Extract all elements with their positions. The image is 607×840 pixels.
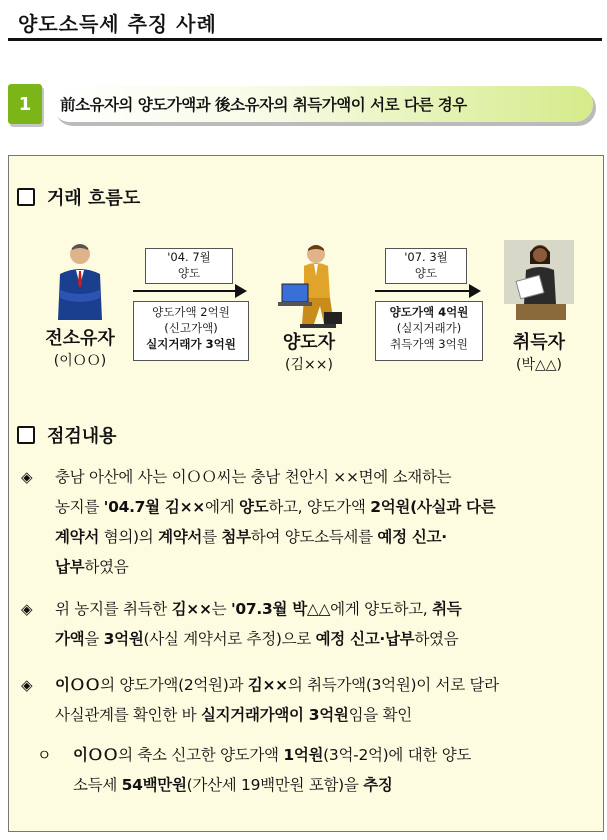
- inspection-item-3: [17, 670, 601, 730]
- businesswoman-icon: [504, 240, 574, 320]
- text-fragment: 하여 양도소득세를: [250, 528, 378, 546]
- text-fragment: 위 농지를 취득한: [55, 600, 172, 618]
- transfer2-date: '07. 3월: [404, 250, 448, 264]
- text-fragment: 첨부: [221, 528, 251, 546]
- diamond-bullet-icon: ◈: [21, 468, 33, 486]
- text-fragment: (3억-2억)에 대한 양도: [323, 746, 472, 764]
- text-fragment: '07.3월 박△△: [230, 600, 331, 618]
- text-fragment: 계약서: [158, 528, 203, 546]
- diamond-bullet-icon: ◈: [21, 600, 33, 618]
- item-line: [73, 770, 601, 800]
- item-line: [55, 492, 601, 522]
- transfer1-note: (신고가액): [164, 321, 218, 335]
- person-role: 양도자: [282, 332, 336, 353]
- circle-bullet-icon: ㅇ: [37, 746, 52, 764]
- text-fragment: 혐의)의: [99, 528, 159, 546]
- section-banner: [8, 84, 588, 128]
- checkbox-icon: [17, 426, 35, 444]
- item-line: [55, 670, 601, 700]
- text-fragment: (사실 계약서로 추정)으로: [143, 630, 316, 648]
- text-fragment: 의 양도가액(2억원)과: [100, 676, 248, 694]
- person-name: (박△△): [516, 357, 562, 373]
- text-fragment: 납부: [55, 558, 85, 576]
- inspection-heading: [17, 422, 117, 448]
- text-fragment: 에게: [204, 498, 239, 516]
- text-fragment: 하였음: [414, 630, 459, 648]
- text-fragment: 에게 양도하고,: [330, 600, 433, 618]
- text-fragment: 의 취득가액(3억원)이 서로 달라: [287, 676, 499, 694]
- person-acquirer: [493, 240, 585, 374]
- person-name: (김××): [285, 357, 333, 373]
- transfer1-date-box: [145, 248, 233, 284]
- transfer1-detail-box: [133, 301, 249, 361]
- person-role: 전소유자: [45, 328, 115, 349]
- text-fragment: 예정 신고·: [377, 528, 447, 546]
- transfer1-actual: 실지거래가 3억원: [146, 337, 236, 351]
- text-fragment: 1억원: [283, 746, 324, 764]
- section-number: 1: [8, 84, 42, 124]
- laptop-businessman-icon: [274, 240, 344, 332]
- text-fragment: 김××: [247, 676, 288, 694]
- text-fragment: 사실관계를 확인한 바: [55, 706, 201, 724]
- text-fragment: 임을 확인: [348, 706, 412, 724]
- transfer2-detail-box: [375, 301, 483, 361]
- checkbox-icon: [17, 188, 35, 206]
- diamond-bullet-icon: ◈: [21, 676, 33, 694]
- transfer2-label: 양도: [414, 266, 438, 280]
- text-fragment: 의 축소 신고한 양도가액: [118, 746, 284, 764]
- inspection-item-2: [17, 594, 601, 654]
- text-fragment: 이ＯＯ: [73, 746, 119, 764]
- text-fragment: 양도: [238, 498, 269, 516]
- text-fragment: 취득: [432, 600, 462, 618]
- person-transferor: [259, 240, 359, 374]
- text-fragment: 하였음: [84, 558, 129, 576]
- text-fragment: 을: [84, 630, 104, 648]
- transfer2-note: (실지거래가): [396, 321, 462, 335]
- flow-heading: [17, 184, 140, 210]
- flow-heading-text: 거래 흐름도: [47, 188, 141, 209]
- page-title: 양도소득세 추징 사례: [18, 12, 217, 36]
- transfer2-acq: 취득가액 3억원: [390, 337, 468, 351]
- transfer2-arrow: [375, 290, 479, 292]
- text-fragment: (가산세 19백만원 포함)을: [186, 776, 364, 794]
- inspection-item-1: [17, 462, 601, 582]
- text-fragment: 농지를: [55, 498, 104, 516]
- transfer1-label: 양도: [177, 266, 201, 280]
- item-line: 충남 아산에 사는 이ＯＯ씨는 충남 천안시 ××면에 소재하는: [55, 468, 452, 486]
- text-fragment: 추징: [363, 776, 393, 794]
- text-fragment: 예정 신고·납부: [315, 630, 415, 648]
- content-panel: [8, 155, 604, 832]
- text-fragment: 54백만원: [121, 776, 187, 794]
- inspection-subitem: [17, 740, 601, 800]
- transfer1-price: 양도가액 2억원: [152, 305, 230, 319]
- transfer2-price: 양도가액 4억원: [389, 305, 469, 319]
- item-line: [55, 624, 601, 654]
- item-line: [55, 594, 601, 624]
- text-fragment: 소득세: [73, 776, 122, 794]
- person-previous-owner: [35, 240, 125, 370]
- transfer2-date-box: [385, 248, 467, 284]
- text-fragment: 를: [202, 528, 222, 546]
- section-heading-text: 前소유자의 양도가액과 後소유자의 취득가액이 서로 다른 경우: [60, 96, 467, 114]
- transfer1-arrow: [133, 290, 245, 292]
- person-name: (이ＯＯ): [53, 353, 107, 369]
- text-fragment: 실지거래가액이 3억원: [200, 706, 349, 724]
- inspection-heading-text: 점검내용: [47, 426, 117, 447]
- text-fragment: 3억원: [103, 630, 144, 648]
- item-line: [55, 522, 601, 552]
- item-line: [55, 700, 601, 730]
- person-role: 취득자: [512, 332, 566, 353]
- text-fragment: 는: [211, 600, 231, 618]
- text-fragment: 하고, 양도가액: [268, 498, 371, 516]
- text-fragment: '04.7월 김××: [103, 498, 205, 516]
- text-fragment: 가액: [55, 630, 85, 648]
- text-fragment: 계약서: [55, 528, 100, 546]
- item-line: [55, 552, 601, 582]
- item-line: [73, 740, 601, 770]
- businessman-icon: [50, 240, 110, 320]
- transfer1-date: '04. 7월: [167, 250, 211, 264]
- title-underline: [8, 38, 602, 41]
- section-heading: [52, 86, 593, 122]
- text-fragment: 이ＯＯ: [55, 676, 101, 694]
- text-fragment: 2억원(사실과 다른: [370, 498, 496, 516]
- text-fragment: 김××: [171, 600, 212, 618]
